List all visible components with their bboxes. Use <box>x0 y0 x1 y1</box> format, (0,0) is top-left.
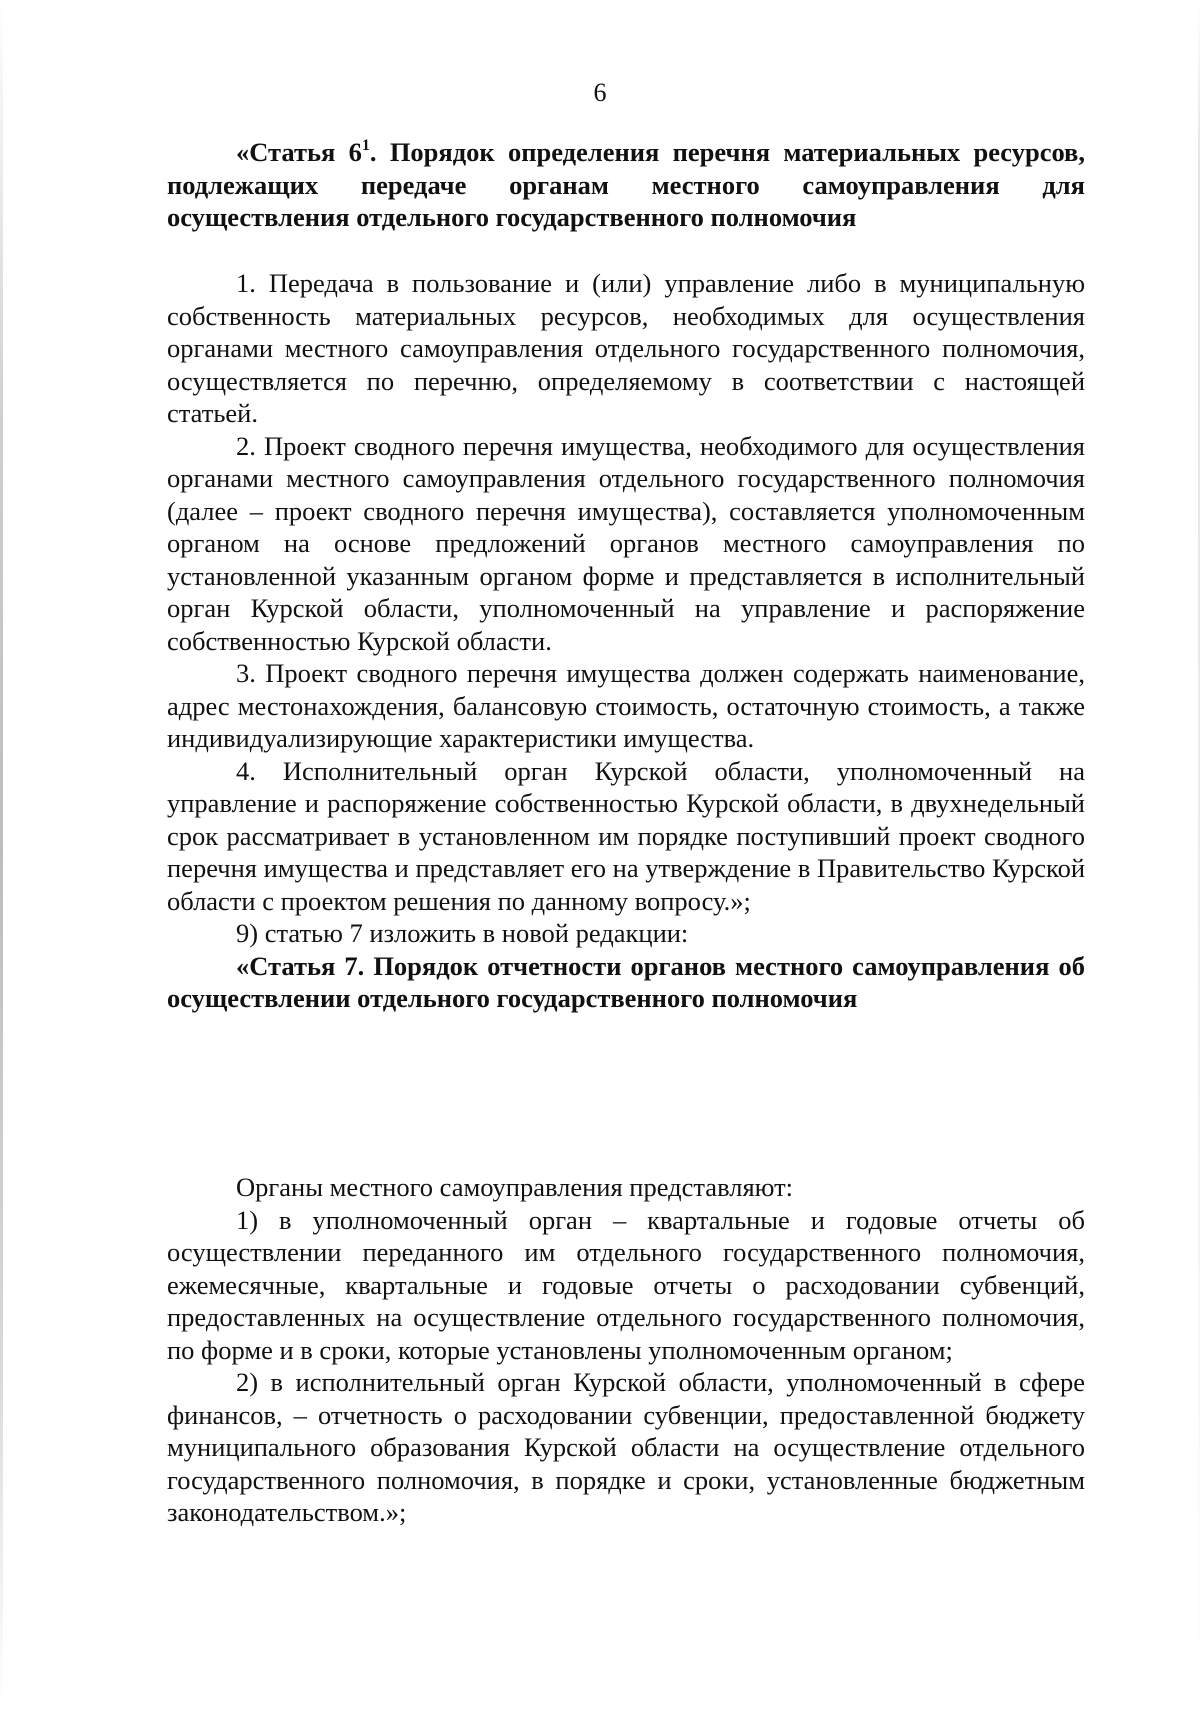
article-6-1-item-3: 3. Проект сводного перечня имущества должен содержать наименование, адрес местонахождения, балансовую стоимость, остаточную стоимость, а также индивидуализирующие характеристики имущества. <box>167 658 1085 753</box>
article-7-intro: Органы местного самоуправления представляют: <box>236 1172 794 1202</box>
article-6-1-heading-sup: 1 <box>361 137 370 154</box>
article-7-item-1: 1) в уполномоченный орган – квартальные и годовые отчеты об осуществлении переданного им отдельного государственного полномочия, ежемесячные, квартальные и годовые отчеты о расходовании субвенций, предоставленных на осуществление отдельного государственного полномочия, по форме и в сроки, которые установлены уполномоченным органом; <box>167 1204 1085 1365</box>
article-7-body <box>167 1171 1085 1529</box>
article-7-heading: «Статья 7. Порядок отчетности органов местного самоуправления об осуществлении отдельного государственного полномочия <box>167 950 1085 1013</box>
scan-left-edge <box>0 0 3 1709</box>
article-6-1-heading-block <box>167 136 1085 234</box>
article-6-1-item-1: 1. Передача в пользование и (или) управление либо в муниципальную собственность материальных ресурсов, необходимых для осуществления органами местного самоуправления отдельного государственного полномочия, осуществляется по перечню, определяемому в соответствии с настоящей статьей. <box>167 268 1085 428</box>
article-6-1-heading-pre: «Статья 6 <box>236 137 362 167</box>
article-6-1-item-4: 4. Исполнительный орган Курской области, уполномоченный на управление и распоряжение собственностью Курской области, в двухнедельный срок рассматривает в установленном им порядке поступивший проект сводного перечня имущества и представляет его на утверждение в Правительство Курской области с проектом решения по данному вопросу.»; <box>167 755 1085 916</box>
article-6-1-body <box>167 267 1085 1015</box>
article-6-1-heading <box>167 136 1085 234</box>
article-6-1-item-2: 2. Проект сводного перечня имущества, необходимого для осуществления органами местного самоуправления отдельного государственного полномочия (далее – проект сводного перечня имущества), составляется уполномоченным органом на основе предложений органов местного самоуправления по установленной указанным органом форме и представляется в исполнительный орган Курской области, уполномоченный на управление и распоряжение собственностью Курской области. <box>167 430 1085 656</box>
amendment-9: 9) статью 7 изложить в новой редакции: <box>236 918 689 948</box>
article-6-1-heading-post: . Порядок определения перечня материальных ресурсов, подлежащих передаче органам местного самоуправления для осуществления отдельного государственного полномочия <box>167 137 1085 232</box>
page-number: 6 <box>593 78 607 107</box>
article-7-item-2: 2) в исполнительный орган Курской области, уполномоченный в сфере финансов, – отчетность о расходовании субвенции, предоставленной бюджету муниципального образования Курской области на осуществление отдельного государственного полномочия, в порядке и сроки, установленные бюджетным законодательством.»; <box>167 1367 1085 1527</box>
